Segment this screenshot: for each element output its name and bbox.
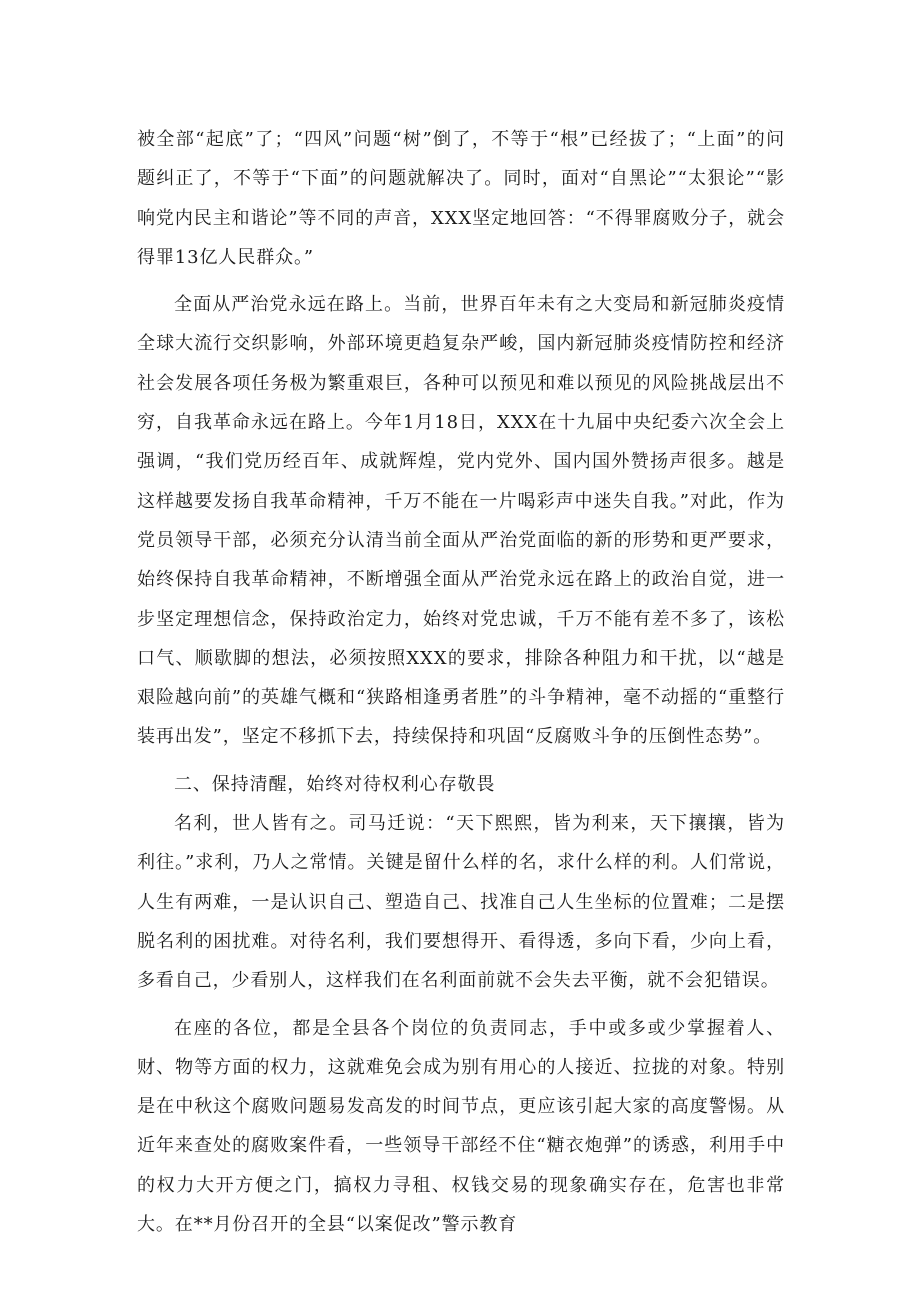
paragraph-3: 名利，世人皆有之。司马迁说：“天下熙熙，皆为利来，天下攘攘，皆为利往。”求利，乃人之常情。关键是留什么样的名，求什么样的利。人们常说，人生有两难，一是认识自己、塑造自己、找准自己人生坐标的位置难；二是摆脱名利的困扰难。对待名利，我们要想得开、看得透，多向下看，少向上看，多看自己，少看别人，这样我们在名利面前就不会失去平衡，就不会犯错误。	[137, 813, 785, 992]
paragraph-2: 全面从严治党永远在路上。当前，世界百年未有之大变局和新冠肺炎疫情全球大流行交织影响，外部环境更趋复杂严峻，国内新冠肺炎疫情防控和经济社会发展各项任务极为繁重艰巨，各种可以预见和难以预见的风险挑战层出不穷，自我革命永远在路上。今年1月18日，XXX在十九届中央纪委六次全会上强调，“我们党历经百年、成就辉煌，党内党外、国内国外赞扬声很多。越是这样越要发扬自我革命精神，千万不能在一片喝彩声中迷失自我。”对此，作为党员领导干部，必须充分认清当前全面从严治党面临的新的形势和更严要求，始终保持自我革命精神，不断增强全面从严治党永远在路上的政治自觉，进一步坚定理想信念，保持政治定力，始终对党忠诚，千万不能有差不多了，该松口气、顺歇脚的想法，必须按照XXX的要求，排除各种阻力和干扰，以“越是艰险越向前”的英雄气概和“狭路相逢勇者胜”的斗争精神，毫不动摇的“重整行装再出发”，坚定不移抓下去，持续保持和巩固“反腐败斗争的压倒性态势”。	[137, 294, 785, 748]
section-heading: 二、保持清醒，始终对待权利心存敬畏	[174, 773, 496, 795]
document-body	[137, 120, 785, 1252]
paragraph-4: 在座的各位，都是全县各个岗位的负责同志，手中或多或少掌握着人、财、物等方面的权力，这就难免会成为别有用心的人接近、拉拢的对象。特别是在中秋这个腐败问题易发高发的时间节点，更应该引起大家的高度警惕。从近年来查处的腐败案件看，一些领导干部经不住“糖衣炮弹”的诱惑，利用手中的权力大开方便之门，搞权力寻租、权钱交易的现象确实存在，危害也非常大。在**月份召开的全县“以案促改”警示教育	[137, 1017, 785, 1236]
paragraph-1: 被全部“起底”了；“四风”问题“树”倒了，不等于“根”已经拔了；“上面”的问题纠正了，不等于“下面”的问题就解决了。同时，面对“自黑论”“太狠论”“影响党内民主和谐论”等不同的声音，XXX坚定地回答：“不得罪腐败分子，就会得罪13亿人民群众。”	[137, 129, 785, 268]
